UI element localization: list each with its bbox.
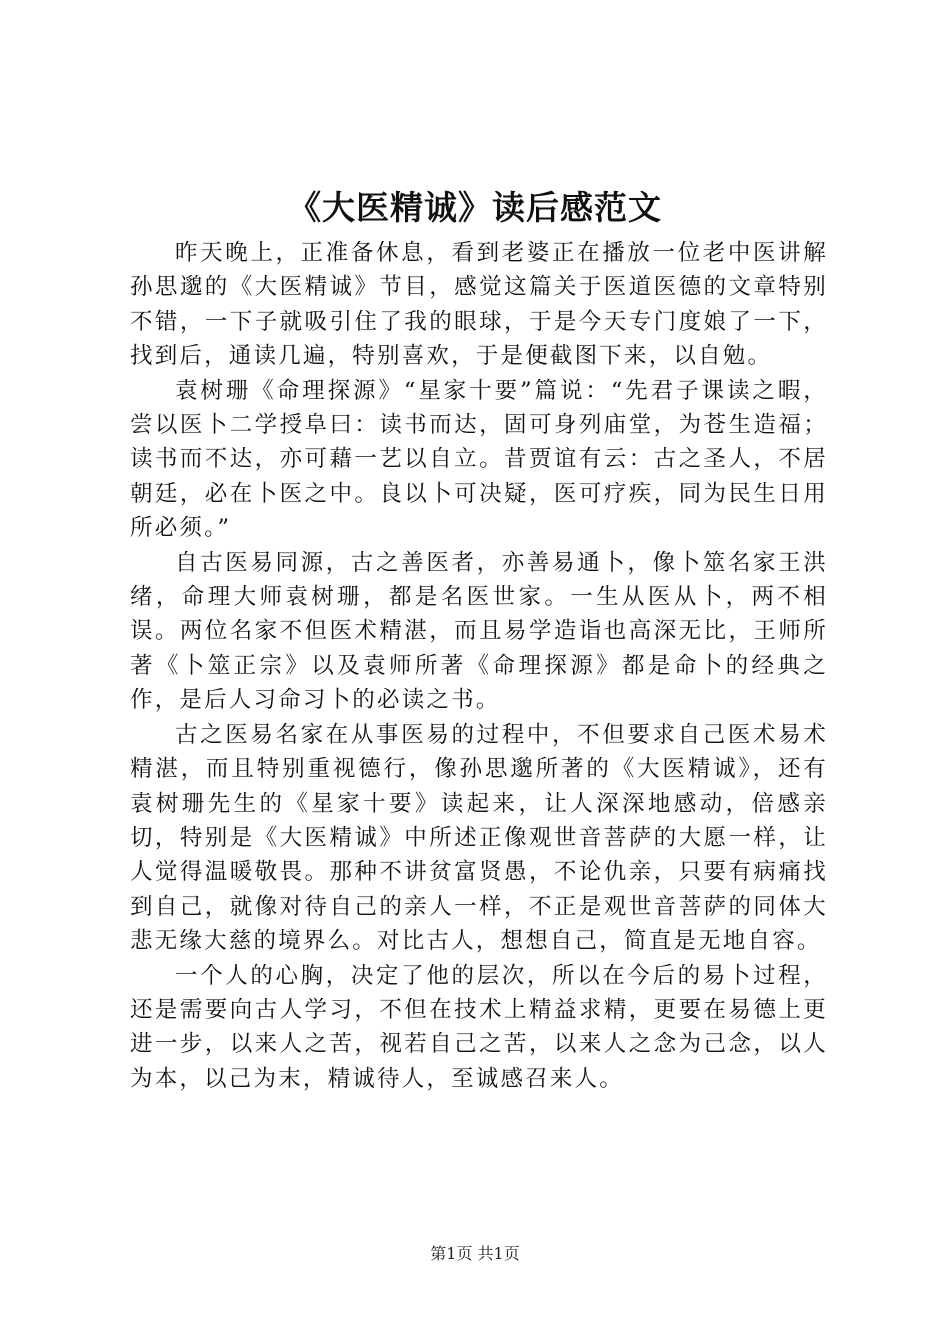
document-body <box>130 236 828 1096</box>
paragraph: 自古医易同源，古之善医者，亦善易通卜，像卜筮名家王洪绪，命理大师袁树珊，都是名医世家。一生从医从卜，两不相误。两位名家不但医术精湛，而且易学造诣也高深无比，王师所著《卜筮正宗》以及袁师所著《命理探源》都是命卜的经典之作，是后人习命习卜的必读之书。 <box>130 549 828 714</box>
document-title: 《大医精诚》读后感范文 <box>288 188 662 227</box>
paragraph: 一个人的心胸，决定了他的层次，所以在今后的易卜过程，还是需要向古人学习，不但在技术上精益求精，更要在易德上更进一步，以来人之苦，视若自己之苦，以来人之念为己念，以人为本，以己为末，精诚待人，至诚感召来人。 <box>130 962 828 1092</box>
paragraph: 袁树珊《命理探源》“星家十要”篇说：“先君子课读之暇，尝以医卜二学授阜曰：读书而达，固可身列庙堂，为苍生造福；读书而不达，亦可藉一艺以自立。昔贾谊有云：古之圣人，不居朝廷，必在卜医之中。良以卜可决疑，医可疗疾，同为民生日用所必须。” <box>130 377 828 542</box>
page-footer: 第1页 共1页 <box>430 1244 520 1263</box>
paragraph: 古之医易名家在从事医易的过程中，不但要求自己医术易术精湛，而且特别重视德行，像孙思邈所著的《大医精诚》，还有袁树珊先生的《星家十要》读起来，让人深深地感动，倍感亲切，特别是《大医精诚》中所述正像观世音菩萨的大愿一样，让人觉得温暖敬畏。那种不讲贫富贤愚，不论仇亲，只要有病痛找到自己，就像对待自己的亲人一样，不正是观世音菩萨的同体大悲无缘大慈的境界么。对比古人，想想自己，简直是无地自容。 <box>130 721 828 955</box>
paragraph: 昨天晚上，正准备休息，看到老婆正在播放一位老中医讲解孙思邈的《大医精诚》节目，感觉这篇关于医道医德的文章特别不错，一下子就吸引住了我的眼球，于是今天专门度娘了一下，找到后，通读几遍，特别喜欢，于是便截图下来，以自勉。 <box>130 240 828 370</box>
